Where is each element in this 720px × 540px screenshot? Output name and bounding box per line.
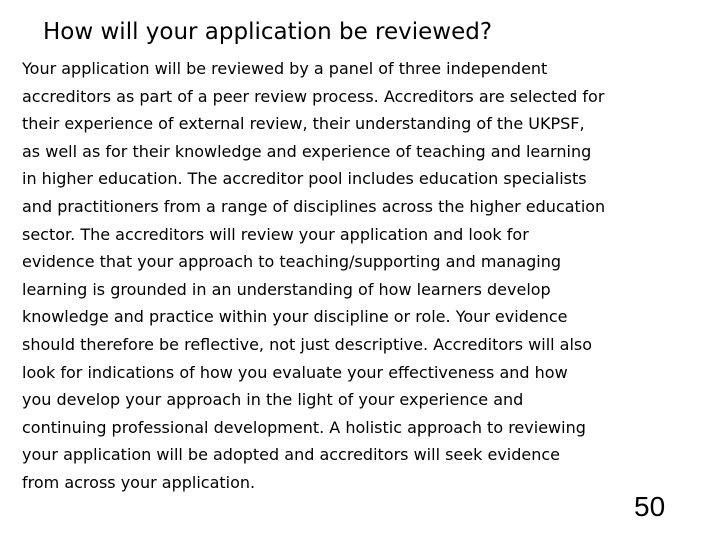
body-line: you develop your approach in the light of your experience and xyxy=(22,390,524,410)
slide-title: How will your application be reviewed? xyxy=(43,19,493,45)
body-line: knowledge and practice within your discipline or role. Your evidence xyxy=(22,307,568,327)
body-line: as well as for their knowledge and experience of teaching and learning xyxy=(22,141,592,161)
body-line: Your application will be reviewed by a panel of three independent xyxy=(22,59,548,78)
body-line: their experience of external review, their understanding of the UKPSF, xyxy=(22,114,585,134)
body-paragraph xyxy=(22,55,605,497)
body-line: look for indications of how you evaluate your effectiveness and how xyxy=(22,362,568,382)
body-line: accreditors as part of a peer review process. Accreditors are selected for xyxy=(22,86,605,106)
body-line: in higher education. The accreditor pool includes education specialists xyxy=(22,169,587,189)
page-number: 50 xyxy=(634,491,666,522)
body-line: your application will be adopted and accreditors will seek evidence xyxy=(22,445,561,465)
body-line: and practitioners from a range of disciplines across the higher education xyxy=(22,196,606,216)
body-line: learning is grounded in an understanding of how learners develop xyxy=(22,279,551,299)
body-line: continuing professional development. A holistic approach to reviewing xyxy=(22,417,586,437)
body-line: from across your application. xyxy=(22,472,256,492)
body-line: should therefore be reflective, not just descriptive. Accreditors will also xyxy=(22,334,593,354)
body-line: evidence that your approach to teaching/supporting and managing xyxy=(22,252,562,272)
body-line: sector. The accreditors will review your application and look for xyxy=(22,224,529,244)
